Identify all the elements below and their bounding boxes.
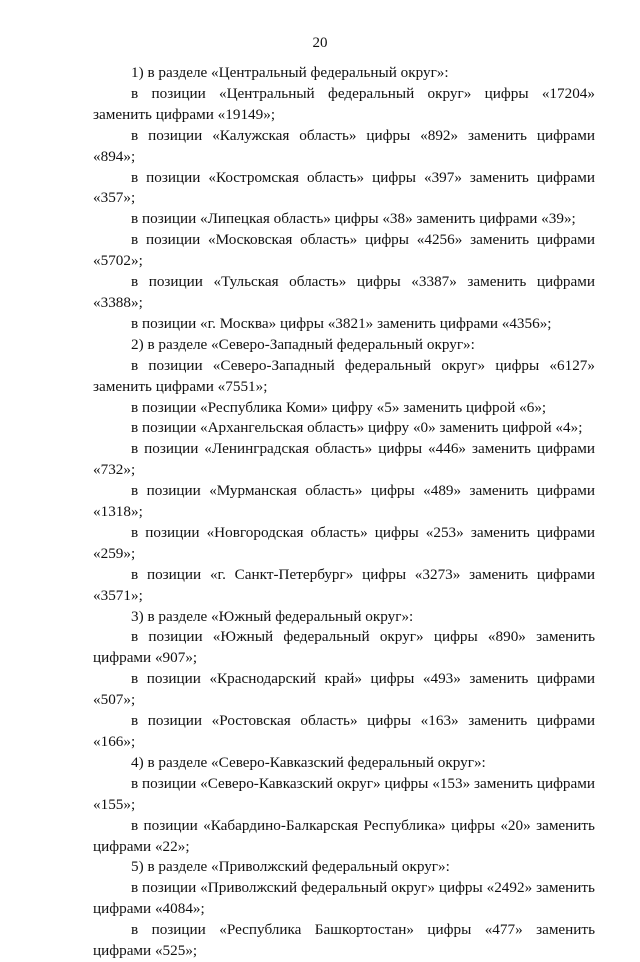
amendment-item: в позиции «Северо-Кавказский округ» цифры «153» заменить цифрами «155»;	[93, 774, 595, 813]
amendment-item: в позиции «Тульская область» цифры «3387» заменить цифрами «3388»;	[93, 273, 595, 311]
amendment-item: в позиции «Республика Башкортостан» цифры «477» заменить цифрами «525»;	[93, 921, 595, 960]
amendment-item: в позиции «Архангельская область» цифру «0» заменить цифрой «4»;	[131, 419, 583, 437]
section-heading: 4) в разделе «Северо-Кавказский федеральный округ»:	[131, 753, 486, 771]
amendment-item: в позиции «г. Санкт-Петербург» цифры «3273» заменить цифрами «3571»;	[93, 565, 595, 604]
amendment-item: в позиции «Мурманская область» цифры «489» заменить цифрами «1318»;	[93, 482, 595, 521]
amendment-item: в позиции «Ленинградская область» цифры «446» заменить цифрами «732»;	[93, 440, 595, 479]
amendment-item: в позиции «Северо-Западный федеральный округ» цифры «6127» заменить цифрами «7551»;	[93, 356, 595, 395]
amendment-item: в позиции «г. Москва» цифры «3821» заменить цифрами «4356»;	[131, 314, 552, 332]
amendment-item: в позиции «Московская область» цифры «4256» заменить цифрами «5702»;	[93, 231, 595, 270]
amendment-item: в позиции «Костромская область» цифры «397» заменить цифрами «357»;	[93, 168, 595, 207]
amendment-item: в позиции «Новгородская область» цифры «253» заменить цифрами «259»;	[93, 523, 595, 562]
amendment-item: в позиции «Липецкая область» цифры «38» заменить цифрами «39»;	[131, 210, 576, 228]
amendment-item: в позиции «Южный федеральный округ» цифры «890» заменить цифрами «907»;	[93, 628, 595, 667]
amendment-item: в позиции «Республика Коми» цифру «5» заменить цифрой «6»;	[131, 398, 547, 416]
amendment-item: в позиции «Приволжский федеральный округ» цифры «2492» заменить цифрами «4084»;	[93, 879, 595, 918]
section-heading: 1) в разделе «Центральный федеральный округ»:	[131, 64, 449, 81]
document-body	[93, 63, 595, 962]
page-number: 20	[312, 35, 328, 51]
section-heading: 2) в разделе «Северо-Западный федеральный округ»:	[131, 335, 475, 353]
section-heading: 3) в разделе «Южный федеральный округ»:	[131, 607, 414, 625]
amendment-item: в позиции «Ростовская область» цифры «163» заменить цифрами «166»;	[93, 712, 595, 750]
amendment-item: в позиции «Кабардино-Балкарская Республика» цифры «20» заменить цифрами «22»;	[93, 816, 595, 855]
amendment-item: в позиции «Краснодарский край» цифры «493» заменить цифрами «507»;	[93, 670, 595, 709]
section-heading: 5) в разделе «Приволжский федеральный округ»:	[131, 858, 450, 876]
amendment-item: в позиции «Калужская область» цифры «892» заменить цифрами «894»;	[93, 126, 595, 165]
amendment-item: в позиции «Центральный федеральный округ» цифры «17204» заменить цифрами «19149»;	[93, 84, 595, 123]
